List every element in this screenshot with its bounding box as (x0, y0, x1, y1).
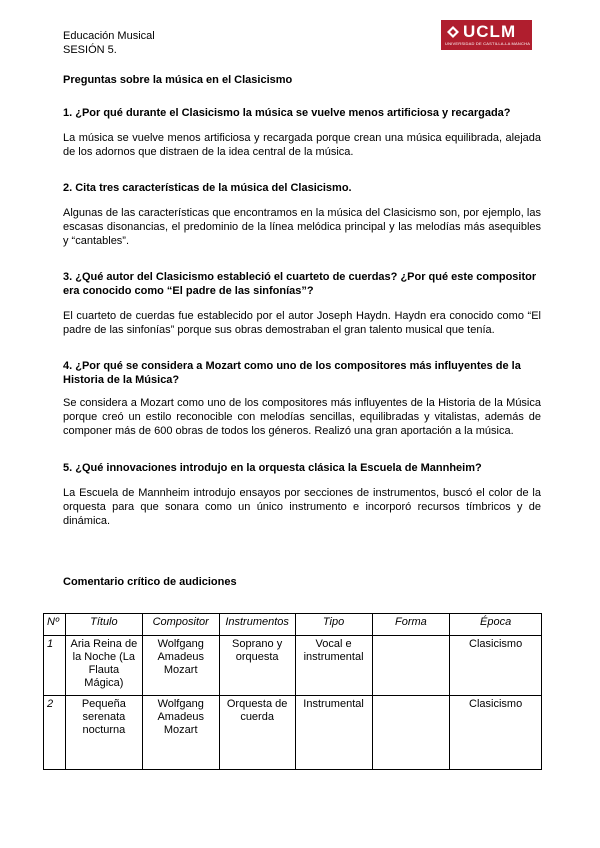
cell-form (372, 636, 450, 696)
cell-instruments: Soprano y orquesta (219, 636, 295, 696)
cell-composer: Wolfgang Amadeus Mozart (142, 636, 219, 696)
table-header-row (44, 614, 542, 636)
question-2: 2. Cita tres características de la música del Clasicismo. (63, 182, 352, 194)
column-header-composer: Compositor (142, 614, 219, 636)
cell-number: 2 (44, 696, 66, 770)
critique-title: Comentario crítico de audiciones (63, 576, 237, 588)
uclm-logo (441, 20, 532, 50)
column-header-number: Nº (44, 614, 66, 636)
answer-1: La música se vuelve menos artificiosa y recargada porque crean una música equilibrada, alejada de los adornos que distraen de la idea central de la música. (63, 132, 541, 158)
answer-4: Se considera a Mozart como uno de los compositores más influyentes de la Historia de la Música porque creó un estilo reconocible con melodías sencillas, equilibradas y vitalistas, además de componer más de 600 obras de todos los géneros. Realizó una gran aportación a la música. (63, 397, 541, 437)
column-header-epoch: Época (450, 614, 542, 636)
cell-composer: Wolfgang Amadeus Mozart (142, 696, 219, 770)
question-5: 5. ¿Qué innovaciones introdujo en la orquesta clásica la Escuela de Mannheim? (63, 462, 482, 474)
column-header-instruments: Instrumentos (219, 614, 295, 636)
audition-table (43, 613, 542, 770)
course-name: Educación Musical (63, 30, 155, 42)
cell-title: Aria Reina de la Noche (La Flauta Mágica) (65, 636, 142, 696)
answer-5: La Escuela de Mannheim introdujo ensayos por secciones de instrumentos, buscó el color de la orquesta para que sonara como un único instrumento e incorporó recursos tímbricos y de dinámica. (63, 487, 541, 527)
cell-instruments: Orquesta de cuerda (219, 696, 295, 770)
cell-epoch: Clasicismo (450, 636, 542, 696)
table-row (44, 636, 542, 696)
answer-3: El cuarteto de cuerdas fue establecido por el autor Joseph Haydn. Haydn era conocido como “El padre de las sinfonías” porque sus obras demostraban el gran talento musical que tenía. (63, 310, 541, 336)
question-4: 4. ¿Por qué se considera a Mozart como uno de los compositores más influyentes de la Historia de la Música? (63, 360, 521, 386)
cell-type: Vocal e instrumental (295, 636, 372, 696)
column-header-title: Título (65, 614, 142, 636)
logo-word: UCLM (463, 22, 517, 41)
logo-subtitle: UNIVERSIDAD DE CASTILLA-LA MANCHA (445, 41, 531, 46)
uclm-emblem-icon (446, 25, 460, 39)
session-label: SESIÓN 5. (63, 44, 117, 56)
column-header-type: Tipo (295, 614, 372, 636)
cell-type: Instrumental (295, 696, 372, 770)
column-header-form: Forma (372, 614, 450, 636)
document-header (63, 29, 155, 57)
cell-number: 1 (44, 636, 66, 696)
cell-epoch: Clasicismo (450, 696, 542, 770)
question-1: 1. ¿Por qué durante el Clasicismo la música se vuelve menos artificiosa y recargada? (63, 107, 511, 119)
page-title: Preguntas sobre la música en el Clasicismo (63, 74, 293, 86)
cell-title: Pequeña serenata nocturna (65, 696, 142, 770)
table-row (44, 696, 542, 770)
cell-form (372, 696, 450, 770)
question-3: 3. ¿Qué autor del Clasicismo estableció el cuarteto de cuerdas? ¿Por qué este compositor era conocido como “El padre de las sinfonías”? (63, 271, 537, 297)
answer-2: Algunas de las características que encontramos en la música del Clasicismo son, por ejemplo, las escasas disonancias, el predominio de la línea melódica principal y las melodías más asequibles y “cantables”. (63, 207, 541, 247)
